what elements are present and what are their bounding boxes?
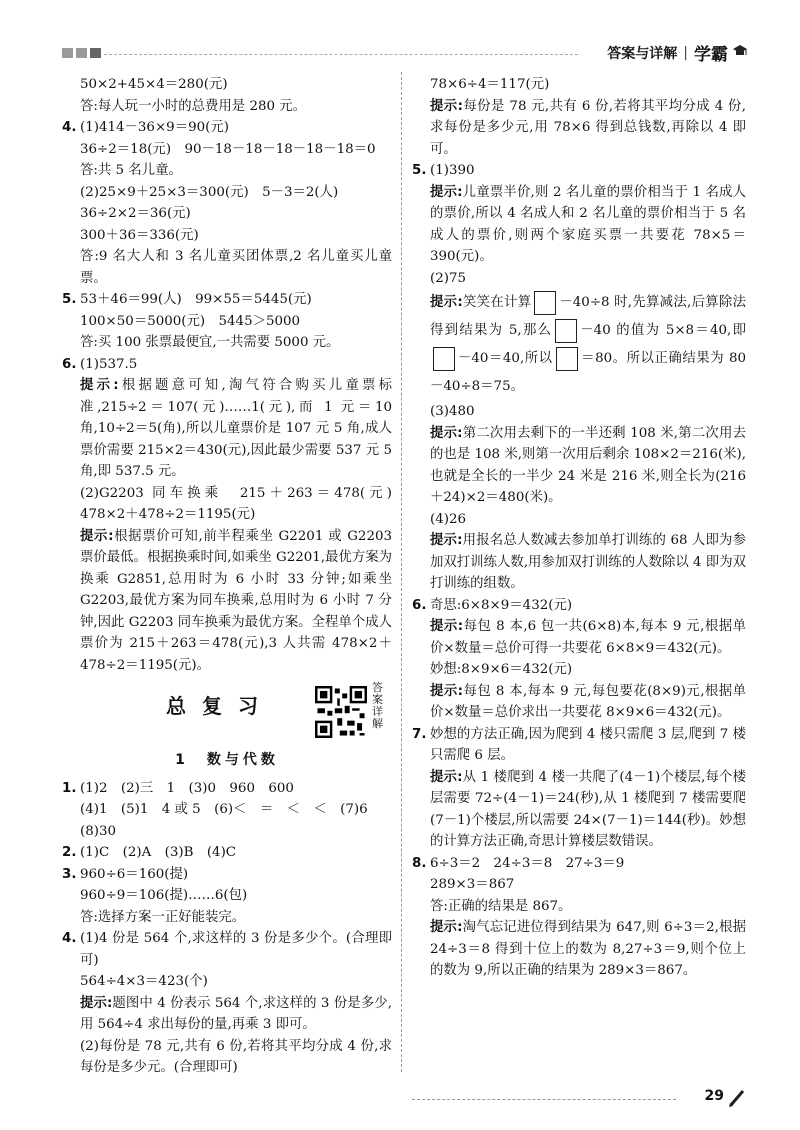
hint-block bbox=[412, 96, 746, 161]
hint-label: 提示: bbox=[80, 995, 113, 1011]
answer-line: (2)25×9＋25×3＝300(元) 5－3＝2(人) bbox=[80, 184, 339, 200]
hint-block bbox=[412, 616, 746, 659]
hint-text: 笑笑在计算 bbox=[462, 295, 532, 310]
answer-line: 53＋46＝99(人) 99×55＝5445(元) bbox=[80, 292, 312, 307]
answer-line: 答:买 100 张票最便宜,一共需要 5000 元。 bbox=[80, 335, 340, 350]
footer-rule bbox=[412, 1099, 676, 1100]
answers-label: 答案与详解 bbox=[607, 45, 678, 62]
header-rule bbox=[104, 54, 578, 55]
qr-caption: 答案详解 bbox=[372, 681, 383, 730]
hint-text: 用报名总人数减去参加单打训练的 68 人即为参加双打训练人数,用参加双打训练的人数除以 4 即为双打训练的组数。 bbox=[430, 533, 746, 591]
question-number: 2. bbox=[62, 845, 77, 860]
hint-block bbox=[62, 526, 392, 677]
question-number: 7. bbox=[412, 726, 427, 742]
blank-box bbox=[555, 319, 577, 343]
answer-line: 答:9 名大人和 3 名儿童买团体票,2 名儿童买儿童票。 bbox=[80, 249, 392, 286]
answer-line: 6÷3＝2 24÷3＝8 27÷3＝9 bbox=[430, 855, 625, 871]
page-header bbox=[62, 44, 748, 64]
review-title: 总复习 bbox=[166, 694, 274, 718]
answer-line: (1)2 (2)三 1 (3)0 960 600 bbox=[80, 780, 294, 796]
hint-text: 第二次用去剩下的一半还剩 108 米,第二次用去的也是 108 米,则第一次用后剩余 108×2＝216(米),也就是全长的一半少 24 米是 216 米,则全长为(216＋24)×2＝480(米)。 bbox=[430, 425, 746, 505]
hint-block bbox=[412, 182, 746, 268]
question-number: 6. bbox=[62, 356, 77, 372]
answer-line: (1)537.5 bbox=[80, 356, 138, 372]
hint-block bbox=[412, 530, 746, 595]
answer-line: (4)1 (5)1 4 或 5 (6)＜ ＝ ＜ ＜ (7)6 bbox=[80, 802, 368, 817]
hint-label: 提示: bbox=[430, 920, 463, 935]
hint-label: 提示: bbox=[430, 425, 463, 441]
hint-text: －40÷8 时,先算减法,后算除法得到结果为 5,那么 bbox=[430, 295, 746, 338]
answer-line: (2)每份是 78 元,共有 6 份,若将其平均分成 4 份,求每份是多少元。(合理即可) bbox=[80, 1038, 392, 1075]
answer-line: 答:共 5 名儿童。 bbox=[80, 163, 182, 178]
answer-line: 答:正确的结果是 867。 bbox=[430, 898, 572, 914]
hint-label: 提示: bbox=[80, 528, 114, 544]
answer-line: 36÷2×2＝36(元) bbox=[80, 206, 191, 221]
question-number: 3. bbox=[62, 866, 77, 882]
hint-text: ＝80。所以正确结果为 80－40÷8＝75。 bbox=[430, 351, 746, 394]
left-column bbox=[62, 74, 406, 1079]
hint-block bbox=[412, 917, 746, 982]
hint-text: 每份是 78 元,共有 6 份,若将其平均分成 4 份,求每份是多少元,用 78×6 得到总钱数,再除以 4 即可。 bbox=[430, 98, 746, 157]
hint-text: 根据题意可知,淘气符合购买儿童票标准,215÷2＝107(元)……1(元),而 1 元＝10 角,10÷2＝5(角),所以儿童票价是 107 元 5 角,成人票价需要 215×2＝430(元),因此最少需要 537 元 5 角,即 537.5 元。 bbox=[80, 378, 392, 479]
hint-text: －40＝40,所以 bbox=[458, 351, 553, 366]
answer-line: (8)30 bbox=[80, 823, 117, 839]
hint-label: 提示: bbox=[430, 769, 463, 785]
review-heading bbox=[62, 681, 392, 748]
hint-block bbox=[62, 375, 392, 483]
hint-text: 每包 8 本,每本 9 元,每包要花(8×9)元,根据单价×数量＝总价求出一共要花 8×9×6＝432(元)。 bbox=[430, 683, 746, 720]
hint-label: 提示: bbox=[430, 184, 463, 200]
hint-block bbox=[412, 423, 746, 509]
answer-line: 564÷4×3＝423(个) bbox=[80, 974, 208, 989]
answer-line: 289×3＝867 bbox=[430, 877, 515, 892]
answer-line: (1)414－36×9＝90(元) bbox=[80, 120, 229, 135]
hint-label: 提示: bbox=[430, 619, 464, 634]
hint-block bbox=[62, 993, 392, 1036]
question-number: 1. bbox=[62, 780, 77, 796]
hint-label: 提示: bbox=[430, 533, 463, 548]
header-square bbox=[62, 48, 73, 58]
section-title: 1 数与代数 bbox=[175, 752, 279, 768]
answer-line: 36÷2＝18(元) 90－18－18－18－18－18＝0 bbox=[80, 141, 376, 157]
column-divider bbox=[401, 72, 402, 1072]
hint-label: 提示: bbox=[430, 98, 463, 114]
answer-line: 妙想:8×9×6＝432(元) bbox=[430, 662, 573, 677]
header-brand bbox=[607, 40, 748, 65]
header-decoration bbox=[62, 48, 101, 58]
hint-text: 题图中 4 份表示 564 个,求这样的 3 份是多少,用 564÷4 求出每份的量,再乘 3 即可。 bbox=[80, 995, 392, 1032]
pencil-icon bbox=[728, 1088, 746, 1112]
answer-line: (3)480 bbox=[430, 404, 475, 419]
hint-block bbox=[412, 289, 746, 401]
answer-line: 答:每人玩一小时的总费用是 280 元。 bbox=[80, 98, 307, 114]
header-square bbox=[76, 48, 87, 58]
answer-line: 答:选择方案一正好能装完。 bbox=[80, 909, 246, 925]
hint-label: 提示: bbox=[430, 295, 463, 310]
answer-line: (2)G2203 同车换乘 215＋263＝478(元) 478×2＋478÷2＝1195(元) bbox=[80, 485, 406, 522]
answer-line: (2)75 bbox=[430, 270, 467, 286]
answer-line: (4)26 bbox=[430, 511, 467, 527]
question-number: 4. bbox=[62, 931, 77, 946]
question-number: 8. bbox=[412, 855, 427, 871]
answer-line: (1)390 bbox=[430, 163, 475, 178]
question-number: 5. bbox=[412, 163, 427, 178]
question-number: 6. bbox=[412, 597, 427, 613]
question-number: 4. bbox=[62, 120, 77, 135]
answer-line: 960÷6＝160(提) bbox=[80, 866, 189, 882]
graduation-cap-icon bbox=[732, 44, 748, 61]
answer-line: 100×50＝5000(元) 5445＞5000 bbox=[80, 313, 301, 329]
qr-code-icon[interactable] bbox=[315, 686, 367, 738]
hint-block bbox=[412, 767, 746, 853]
answer-line: (1)4 份是 564 个,求这样的 3 份是多少个。(合理即可) bbox=[80, 931, 392, 968]
blank-box bbox=[556, 347, 578, 371]
hint-block bbox=[412, 681, 746, 724]
answer-line: 奇思:6×8×9＝432(元) bbox=[430, 597, 573, 613]
question-number: 5. bbox=[62, 292, 77, 307]
hint-text: 从 1 楼爬到 4 楼一共爬了(4－1)个楼层,每个楼层需要 72÷(4－1)＝24(秒),从 1 楼爬到 7 楼需要爬(7－1)个楼层,所以需要 24×(7－1)＝144(秒)。妙想的计算方法正确,奇思计算楼层数错误。 bbox=[430, 769, 746, 849]
answer-line: 50×2+45×4＝280(元) bbox=[80, 77, 228, 92]
header-square bbox=[90, 48, 101, 58]
hint-text: －40 的值为 5×8＝40,即 bbox=[580, 323, 746, 338]
answer-line: 78×6÷4＝117(元) bbox=[430, 77, 550, 92]
blank-box bbox=[534, 291, 556, 315]
hint-text: 淘气忘记进位得到结果为 647,则 6÷3＝2,根据 24÷3＝8 得到十位上的数为 8,27÷3＝9,则个位上的数为 9,所以正确的结果为 289×3＝867。 bbox=[430, 920, 746, 978]
answer-line: 妙想的方法正确,因为爬到 4 楼只需爬 3 层,爬到 7 楼只需爬 6 层。 bbox=[430, 726, 746, 763]
answer-line: (1)C (2)A (3)B (4)C bbox=[80, 845, 237, 860]
right-column bbox=[412, 74, 746, 982]
answer-line: 300＋36＝336(元) bbox=[80, 227, 199, 243]
page-footer bbox=[412, 1088, 746, 1110]
blank-box bbox=[433, 347, 455, 371]
hint-label: 提示: bbox=[430, 683, 464, 699]
brand-logo: 学霸 bbox=[694, 45, 728, 65]
hint-text: 每包 8 本,6 包一共(6×8)本,每本 9 元,根据单价×数量＝总价可得一共要花 6×8×9＝432(元)。 bbox=[430, 619, 746, 656]
answer-line: 960÷9＝106(提)……6(包) bbox=[80, 888, 248, 903]
hint-text: 儿童票半价,则 2 名儿童的票价相当于 1 名成人的票价,所以 4 名成人和 2 名儿童的票价相当于 5 名成人的票价,则两个家庭买票一共要花 78×5＝390(元)。 bbox=[430, 184, 746, 264]
header-separator: | bbox=[683, 44, 688, 61]
hint-label: 提示: bbox=[80, 378, 119, 393]
hint-text: 根据票价可知,前半程乘坐 G2201 或 G2203 票价最低。根据换乘时间,如乘坐 G2201,最优方案为换乘 G2851,总用时为 6 小时 33 分钟;如乘坐 G2203,最优方案为同车换乘,总用时为 6 小时 7 分钟,因此 G2203 同车换乘为最优方案。全程单个成人票价为 215＋263＝478(元),3 人共需 478×2＋478÷2＝1195(元)。 bbox=[80, 528, 392, 673]
page-number: 29 bbox=[704, 1088, 724, 1104]
